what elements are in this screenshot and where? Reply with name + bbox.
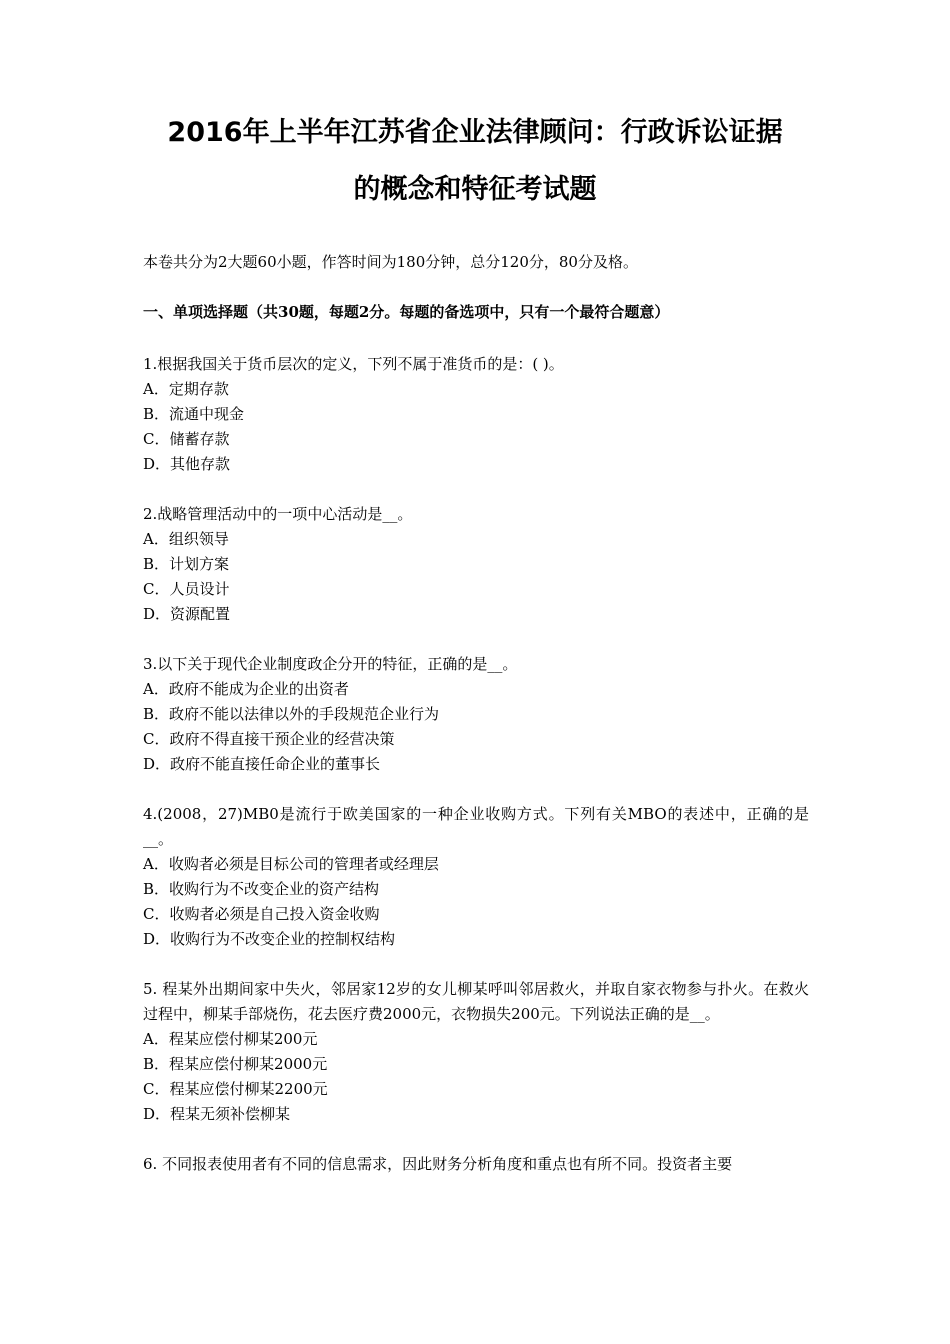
- question-stem: 2.战略管理活动中的一项中心活动是__。: [143, 505, 413, 523]
- option-a: A．程某应偿付柳某200元: [143, 1030, 318, 1048]
- option-b: B．程某应偿付柳某2000元: [143, 1055, 328, 1073]
- option-b: B．流通中现金: [143, 405, 245, 423]
- question-4: [143, 802, 809, 952]
- question-6: [143, 1152, 809, 1177]
- question-2: [143, 502, 809, 627]
- question-stem: 5. 程某外出期间家中失火，邻居家12岁的女儿柳某呼叫邻居救火，并取自家衣物参与扑火。在救火过程中，柳某手部烧伤，花去医疗费2000元，衣物损失200元。下列说法正确的是__。: [143, 980, 809, 1023]
- title-line-2: 的概念和特征考试题: [353, 174, 597, 205]
- option-c: C．收购者必须是自己投入资金收购: [143, 905, 380, 923]
- title-line-1: 2016年上半年江苏省企业法律顾问：行政诉讼证据: [167, 117, 783, 148]
- option-d: D．收购行为不改变企业的控制权结构: [143, 930, 396, 948]
- question-list: [143, 352, 809, 1202]
- question-3: [143, 652, 809, 777]
- option-a: A．收购者必须是目标公司的管理者或经理层: [143, 855, 439, 873]
- option-c: C．政府不得直接干预企业的经营决策: [143, 730, 395, 748]
- option-d: D．其他存款: [143, 455, 231, 473]
- question-stem: 6. 不同报表使用者有不同的信息需求，因此财务分析角度和重点也有所不同。投资者主要: [143, 1155, 733, 1173]
- option-c: C．储蓄存款: [143, 430, 230, 448]
- option-c: C．人员设计: [143, 580, 230, 598]
- question-5: [143, 977, 809, 1127]
- question-stem: 4.(2008，27)MB0是流行于欧美国家的一种企业收购方式。下列有关MBO的表述中，正确的是__。: [143, 805, 809, 848]
- option-a: A．定期存款: [143, 380, 229, 398]
- option-b: B．政府不能以法律以外的手段规范企业行为: [143, 705, 440, 723]
- option-b: B．计划方案: [143, 555, 230, 573]
- option-c: C．程某应偿付柳某2200元: [143, 1080, 328, 1098]
- question-1: [143, 352, 809, 477]
- option-d: D．资源配置: [143, 605, 231, 623]
- option-a: A．组织领导: [143, 530, 229, 548]
- option-d: D．程某无须补偿柳某: [143, 1105, 291, 1123]
- question-stem: 1.根据我国关于货币层次的定义，下列不属于准货币的是：( )。: [143, 355, 564, 373]
- section-heading: 一、单项选择题（共30题，每题2分。每题的备选项中，只有一个最符合题意）: [143, 303, 670, 321]
- option-d: D．政府不能直接任命企业的董事长: [143, 755, 381, 773]
- exam-instructions: 本卷共分为2大题60小题，作答时间为180分钟，总分120分，80分及格。: [143, 253, 638, 271]
- option-a: A．政府不能成为企业的出资者: [143, 680, 349, 698]
- option-b: B．收购行为不改变企业的资产结构: [143, 880, 380, 898]
- question-stem: 3.以下关于现代企业制度政企分开的特征，正确的是__。: [143, 655, 518, 673]
- document-title: [120, 104, 830, 218]
